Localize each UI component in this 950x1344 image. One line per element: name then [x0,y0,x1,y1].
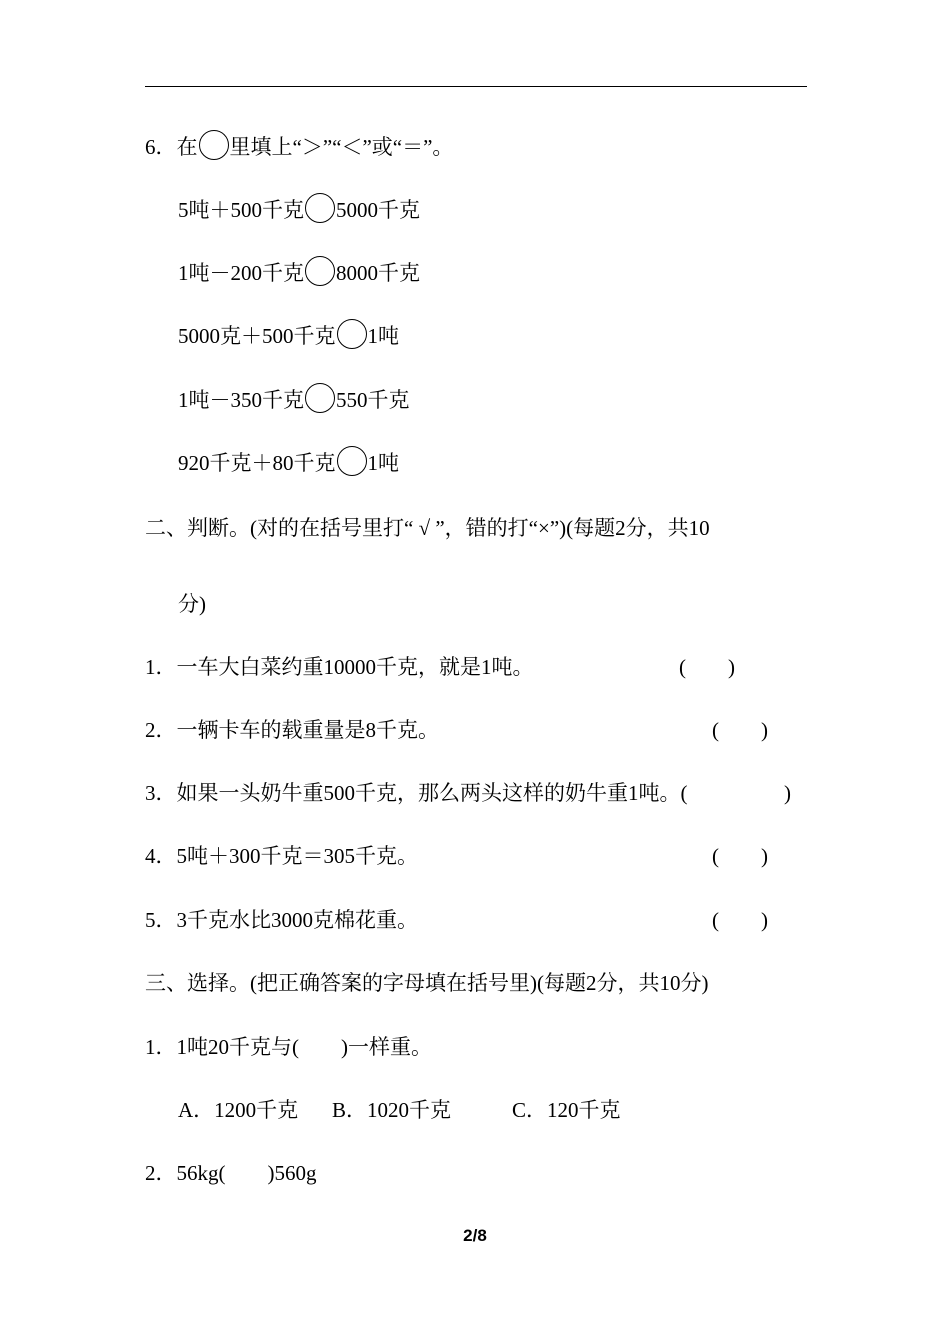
answer-circle[interactable] [305,193,335,223]
q6-item [178,450,399,476]
section2-heading: 二、判断。(对的在括号里打“ √ ”，错的打“×”)(每题2分，共10 [145,516,710,540]
q6-item-left: 5吨＋500千克 [178,198,304,222]
answer-circle[interactable] [337,446,367,476]
answer-circle[interactable] [199,130,229,160]
q6-item [178,323,399,349]
q6-item-left: 5000克＋500千克 [178,324,336,348]
judge-item-text: 4．5吨＋300千克＝305千克。 [145,844,418,868]
section3-heading: 三、选择。(把正确答案的字母填在括号里)(每题2分，共10分) [145,971,709,995]
section2-heading-cont: 分) [178,592,206,616]
header-rule [145,86,807,87]
q6-suffix: 里填上“＞”“＜”或“＝”。 [229,135,454,159]
answer-paren[interactable]: ( ) [712,908,768,932]
choice-question-2: 2．56kg( )560g [145,1161,317,1185]
q6-item [178,197,420,223]
judge-item-text: 5．3千克水比3000克棉花重。 [145,908,418,932]
q6-title [145,134,453,160]
answer-circle[interactable] [337,319,367,349]
choice-option-b[interactable]: B．1020千克 [332,1098,452,1122]
answer-paren[interactable]: ( ) [712,718,768,742]
q6-item-right: 8000千克 [336,261,420,285]
q6-item [178,260,420,286]
page-number: 2/8 [463,1226,487,1245]
q6-item-left: 1吨－350千克 [178,388,304,412]
answer-paren[interactable]: ) [784,781,791,805]
q6-item-right: 5000千克 [336,198,420,222]
choice-option-a[interactable]: A．1200千克 [178,1098,299,1122]
q6-item-right: 1吨 [367,324,399,348]
answer-circle[interactable] [305,256,335,286]
answer-circle[interactable] [305,383,335,413]
answer-paren[interactable]: ( ) [679,655,735,679]
q6-item-right: 550千克 [336,388,410,412]
choice-question-1: 1．1吨20千克与( )一样重。 [145,1035,432,1059]
choice-option-c[interactable]: C．120千克 [512,1098,621,1122]
q6-item [178,387,410,413]
q6-item-left: 920千克＋80千克 [178,451,336,475]
q6-prefix: 6．在 [145,135,198,159]
answer-paren[interactable]: ( ) [712,844,768,868]
judge-item-text: 1．一车大白菜约重10000千克，就是1吨。 [145,655,534,679]
q6-item-right: 1吨 [367,451,399,475]
judge-item-text: 2．一辆卡车的载重量是8千克。 [145,718,439,742]
judge-item-text: 3．如果一头奶牛重500千克，那么两头这样的奶牛重1吨。( [145,781,688,805]
q6-item-left: 1吨－200千克 [178,261,304,285]
